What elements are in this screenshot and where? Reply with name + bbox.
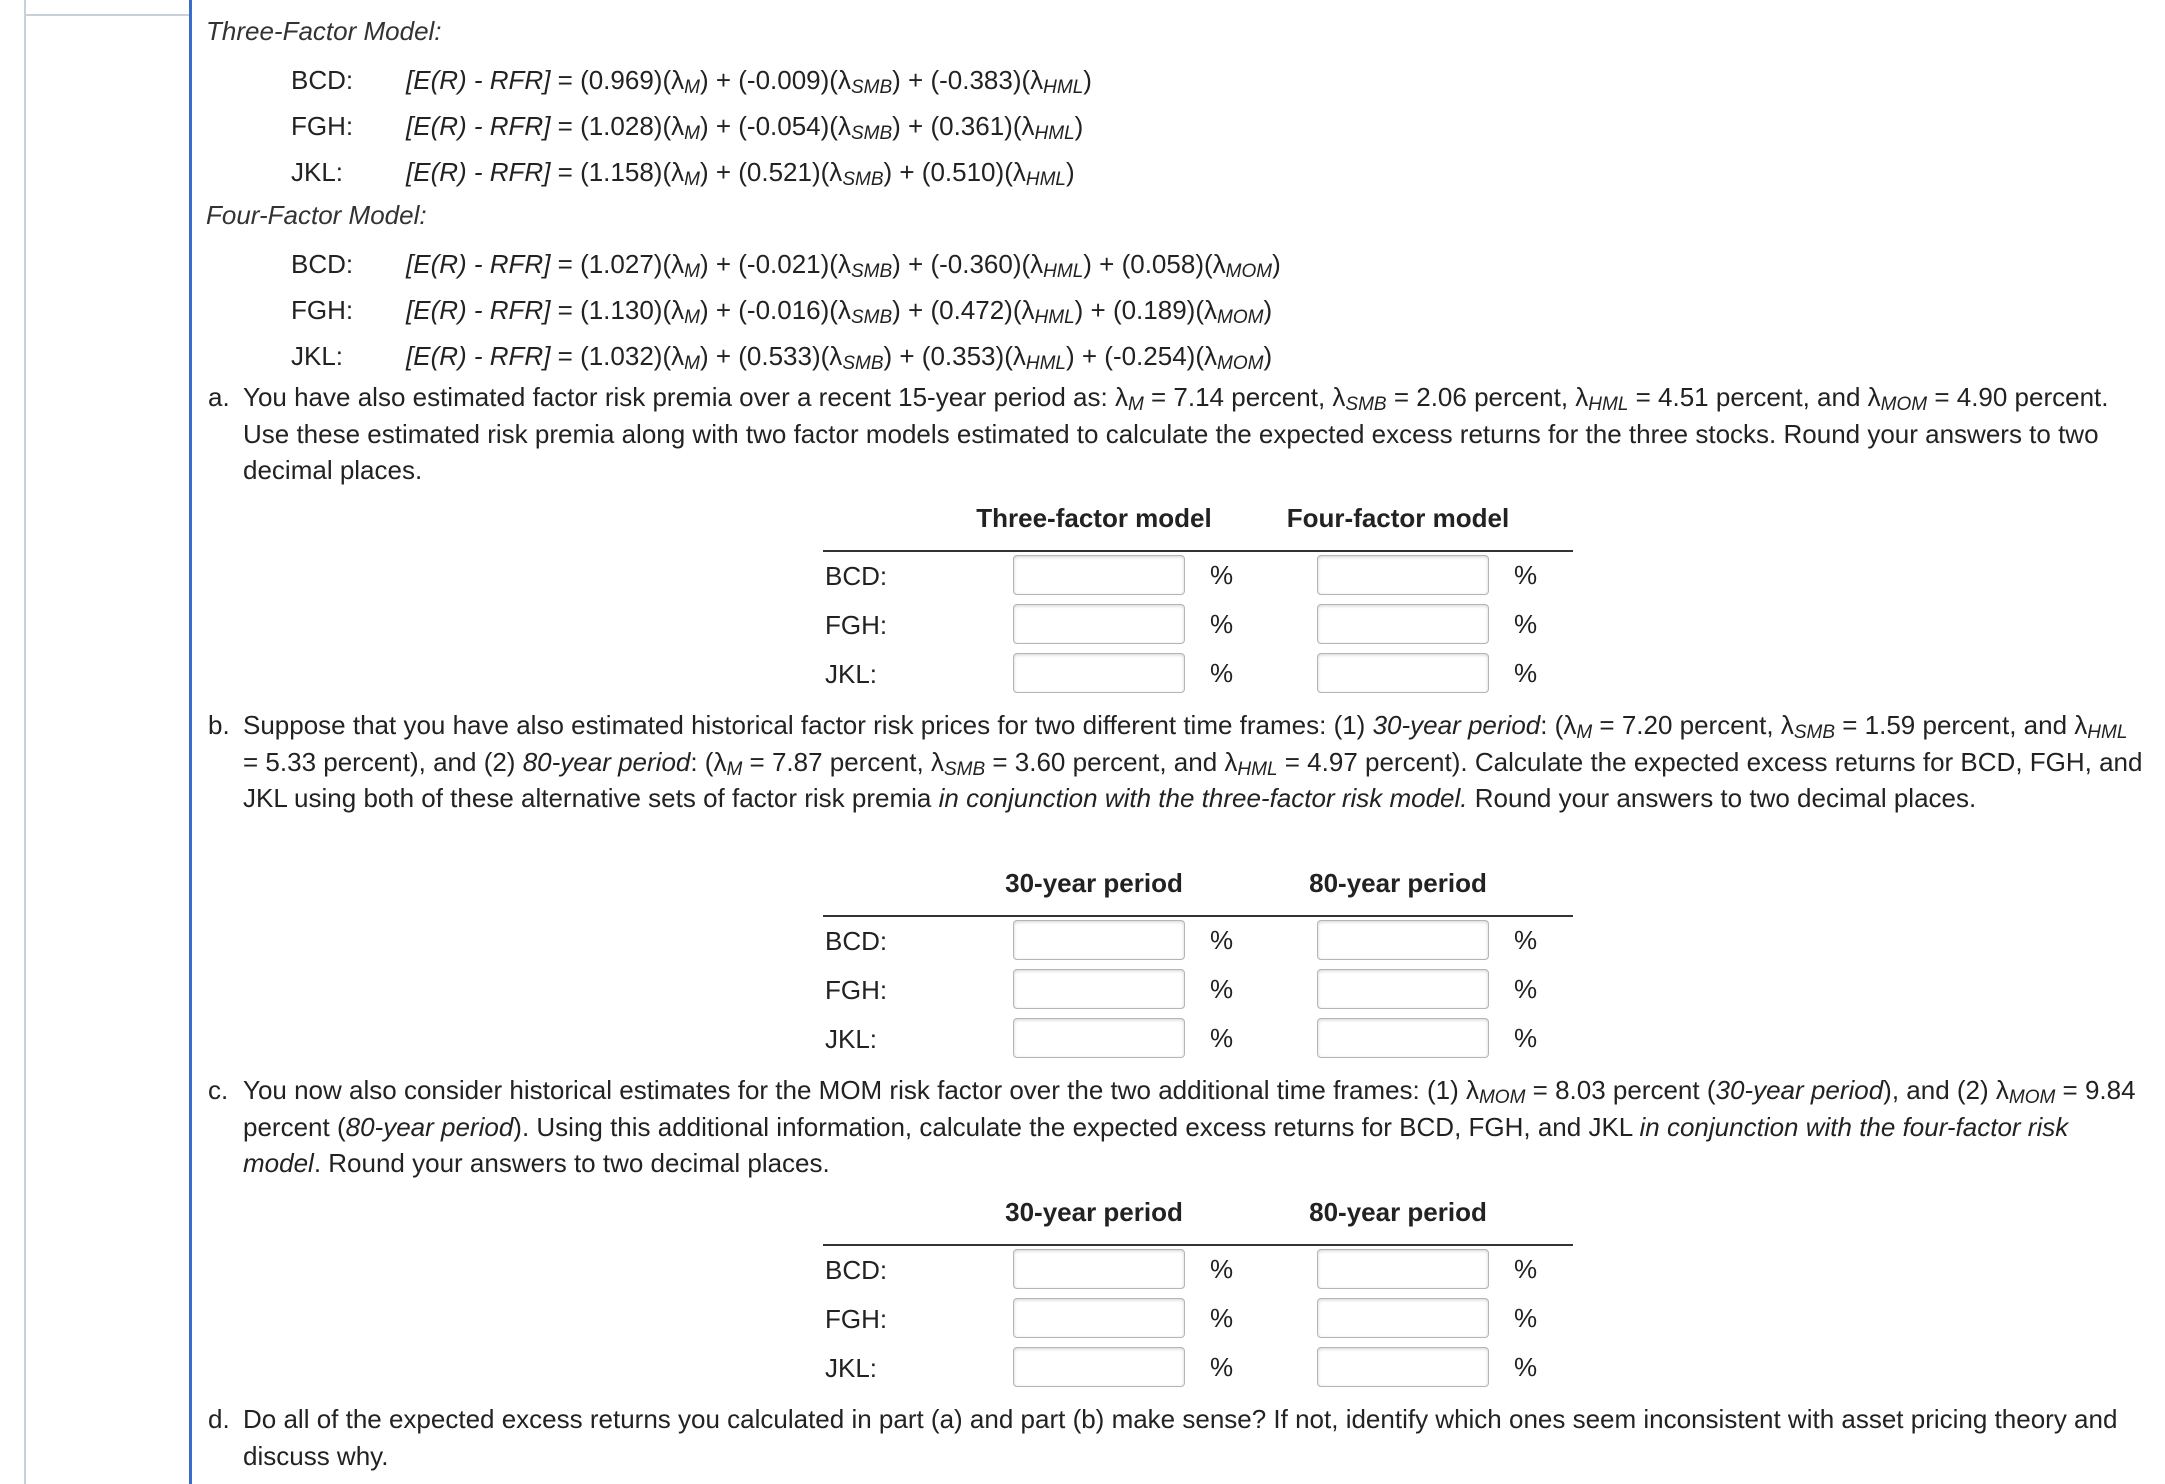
percent-sign: % — [1514, 609, 1538, 639]
part-c-table — [823, 1197, 1573, 1393]
row-label: BCD: — [825, 561, 888, 591]
three-factor-title: Three-Factor Model: — [206, 16, 442, 46]
three-factor-eq-fgh — [291, 106, 1083, 146]
percent-sign: % — [1210, 658, 1234, 688]
percent-sign: % — [1210, 974, 1234, 1004]
part-c-marker: c. — [208, 1075, 229, 1105]
part-a-table — [823, 503, 1573, 699]
part-d-text — [208, 1401, 2148, 1474]
left-top-border — [26, 14, 190, 16]
content-border — [189, 0, 192, 1484]
part-a-jkl-three-factor-input[interactable] — [1013, 653, 1185, 693]
column-header: 30-year period — [1005, 1197, 1183, 1227]
part-b-jkl-80-year-input[interactable] — [1317, 1018, 1489, 1058]
part-a-jkl-four-factor-input[interactable] — [1317, 653, 1489, 693]
percent-sign: % — [1210, 1023, 1234, 1053]
part-b-jkl-30-year-input[interactable] — [1013, 1018, 1185, 1058]
percent-sign: % — [1514, 1303, 1538, 1333]
part-d-body: Do all of the expected excess returns you calculated in part (a) and part (b) make sense? If not, identify which ones seem inconsistent with asset pricing theory and discuss why. — [243, 1404, 2118, 1471]
percent-sign: % — [1210, 1352, 1234, 1382]
row-label: FGH: — [825, 610, 888, 640]
part-b-table — [823, 868, 1573, 1064]
column-header: Three-factor model — [976, 503, 1212, 533]
eq-label: BCD: — [291, 65, 354, 95]
row-label: BCD: — [825, 926, 888, 956]
part-b-bcd-30-year-input[interactable] — [1013, 920, 1185, 960]
percent-sign: % — [1514, 1352, 1538, 1382]
part-c-text: c. You now also consider historical estimates for the MOM risk factor over the two additional time frames: (1) $\lambda_{MOM} = 8.03$ percent (30-year period), and (2) $\lambda_{MOM} = 9.84$ percent (80-year period). Using this additional information, calculate the expected excess returns for BCD, FGH, and JKL in conjunction with the four-factor risk model. Round your answers to two decimal places. — [208, 1072, 2148, 1182]
part-b-fgh-30-year-input[interactable] — [1013, 969, 1185, 1009]
part-a-bcd-three-factor-input[interactable] — [1013, 555, 1185, 595]
row-label: FGH: — [825, 975, 888, 1005]
percent-sign: % — [1514, 1023, 1538, 1053]
row-label: JKL: — [825, 659, 878, 689]
part-a-text: a. You have also estimated factor risk premia over a recent 15-year period as: $\lambda_M = 7.14$ percent, $\lambda_{SMB} = 2.06$ percent, $\lambda_{HML} = 4.51$ percent, and $\lambda_{MOM} = 4.90$ percent. Use these estimated risk premia along with two factor models estimated to calculate the expected excess returns for the three stocks. Round your answers to two decimal places. — [208, 379, 2148, 489]
part-a-bcd-four-factor-input[interactable] — [1317, 555, 1489, 595]
percent-sign: % — [1514, 974, 1538, 1004]
table-row — [823, 1295, 1573, 1344]
part-d-marker: d. — [208, 1404, 230, 1434]
three-factor-eq-jkl — [291, 152, 1075, 192]
eq-label: FGH: — [291, 295, 354, 325]
part-c-jkl-80-year-input[interactable] — [1317, 1347, 1489, 1387]
four-factor-eq-fgh — [291, 290, 1272, 330]
percent-sign: % — [1514, 658, 1538, 688]
part-a-marker: a. — [208, 382, 230, 412]
three-factor-eq-bcd — [291, 60, 1092, 100]
part-c-jkl-30-year-input[interactable] — [1013, 1347, 1185, 1387]
eq-label: BCD: — [291, 249, 354, 279]
table-row — [823, 552, 1573, 601]
table-row — [823, 601, 1573, 650]
part-a-fgh-three-factor-input[interactable] — [1013, 604, 1185, 644]
eq-label: JKL: — [291, 157, 344, 187]
part-c-fgh-30-year-input[interactable] — [1013, 1298, 1185, 1338]
table-row — [823, 650, 1573, 699]
row-label: BCD: — [825, 1255, 888, 1285]
percent-sign: % — [1514, 560, 1538, 590]
eq-formula: $[E(R) - RFR] = (1.032)(\lambda_M) + (0.533)(\lambda_{SMB}) + (0.353)(\lambda_{HML}) + (-0.254)(\lambda_{MOM})$ — [406, 341, 1273, 374]
eq-label: FGH: — [291, 111, 354, 141]
part-b-marker: b. — [208, 710, 230, 740]
column-header: 80-year period — [1309, 1197, 1487, 1227]
part-c-bcd-80-year-input[interactable] — [1317, 1249, 1489, 1289]
eq-label: JKL: — [291, 341, 344, 371]
table-row — [823, 1015, 1573, 1064]
table-row — [823, 966, 1573, 1015]
four-factor-title: Four-Factor Model: — [206, 200, 427, 230]
column-header: 80-year period — [1309, 868, 1487, 898]
percent-sign: % — [1514, 925, 1538, 955]
table-row — [823, 1344, 1573, 1393]
eq-formula: $[E(R) - RFR] = (1.028)(\lambda_M) + (-0.054)(\lambda_{SMB}) + (0.361)(\lambda_{HML})$ — [406, 111, 1084, 144]
part-b-bcd-80-year-input[interactable] — [1317, 920, 1489, 960]
column-header: Four-factor model — [1286, 503, 1510, 533]
percent-sign: % — [1514, 1254, 1538, 1284]
row-label: FGH: — [825, 1304, 888, 1334]
percent-sign: % — [1210, 609, 1234, 639]
row-label: JKL: — [825, 1024, 878, 1054]
percent-sign: % — [1210, 1254, 1234, 1284]
row-label: JKL: — [825, 1353, 878, 1383]
part-b-text: b. Suppose that you have also estimated historical factor risk prices for two different time frames: (1) 30-year period: ($\lambda_M = 7.20$ percent, $\lambda_{SMB} = 1.59$ percent, and $\lambda_{HML} = 5.33$ percent), and (2) 80-year period: ($\lambda_M = 7.87$ percent, $\lambda_{SMB} = 3.60$ percent, and $\lambda_{HML} = 4.97$ percent). Calculate the expected excess returns for BCD, FGH, and JKL using both of these alternative sets of factor risk premia in conjunction with the three-factor risk model. Round your answers to two decimal places. — [208, 707, 2148, 817]
left-border — [24, 0, 26, 1484]
percent-sign: % — [1210, 925, 1234, 955]
table-row — [823, 1246, 1573, 1295]
four-factor-eq-bcd — [291, 244, 1281, 284]
part-c-fgh-80-year-input[interactable] — [1317, 1298, 1489, 1338]
table-row — [823, 917, 1573, 966]
eq-formula: $[E(R) - RFR] = (1.130)(\lambda_M) + (-0.016)(\lambda_{SMB}) + (0.472)(\lambda_{HML}) + (0.189)(\lambda_{MOM})$ — [406, 295, 1273, 328]
part-b-fgh-80-year-input[interactable] — [1317, 969, 1489, 1009]
four-factor-eq-jkl — [291, 336, 1272, 376]
percent-sign: % — [1210, 1303, 1234, 1333]
question-content — [206, 0, 2156, 1484]
column-header: 30-year period — [1005, 868, 1183, 898]
eq-formula: $[E(R) - RFR] = (1.027)(\lambda_M) + (-0.021)(\lambda_{SMB}) + (-0.360)(\lambda_{HML}) + (0.058)(\lambda_{MOM})$ — [406, 249, 1281, 282]
part-c-bcd-30-year-input[interactable] — [1013, 1249, 1185, 1289]
percent-sign: % — [1210, 560, 1234, 590]
part-a-fgh-four-factor-input[interactable] — [1317, 604, 1489, 644]
eq-formula: $[E(R) - RFR] = (0.969)(\lambda_M) + (-0.009)(\lambda_{SMB}) + (-0.383)(\lambda_{HML})$ — [406, 65, 1092, 98]
eq-formula: $[E(R) - RFR] = (1.158)(\lambda_M) + (0.521)(\lambda_{SMB}) + (0.510)(\lambda_{HML})$ — [406, 157, 1075, 190]
